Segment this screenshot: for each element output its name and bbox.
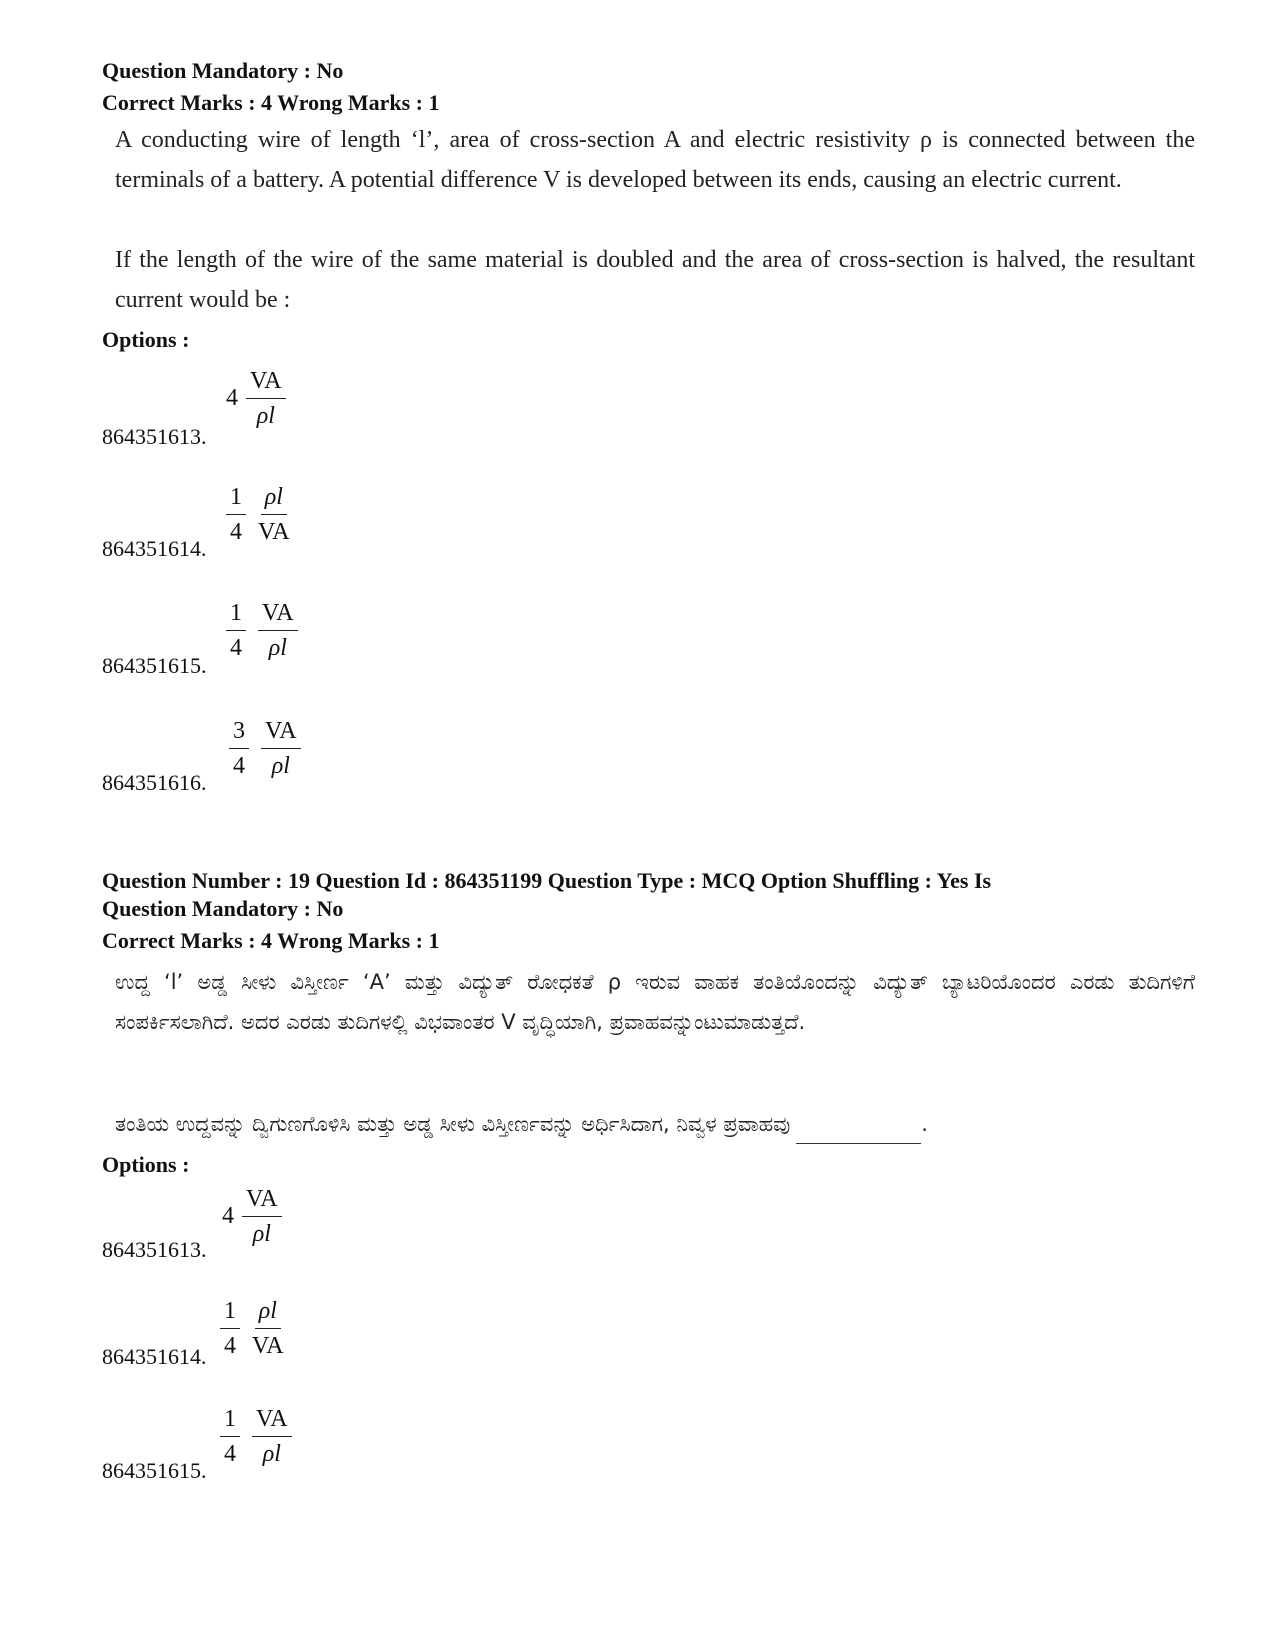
q19-option-1-formula (222, 1184, 288, 1249)
fraction-denominator: ρl (268, 635, 287, 661)
q18-question-text-1: A conducting wire of length ‘l’, area of cross-section A and electric resistivity ρ is connected between the terminals of a battery. A potential difference V is developed between its ends, causing an electric current. (115, 127, 1195, 193)
coefficient-fraction (229, 716, 249, 781)
q19-option-3-formula (214, 1404, 298, 1469)
fraction-numerator: 3 (229, 716, 249, 749)
fraction-denominator: 4 (230, 519, 242, 545)
fraction-denominator: VA (258, 519, 290, 545)
q18-option-3-id: 864351615. (102, 653, 207, 678)
coefficient-fraction (220, 1404, 240, 1469)
fraction-numerator: 1 (226, 482, 246, 515)
fraction-numerator: VA (261, 716, 301, 749)
q18-option-4-formula (223, 716, 307, 781)
fraction-denominator: 4 (224, 1441, 236, 1467)
q19-question-text-1: ಉದ್ದ ‘l’ ಅಡ್ಡ ಸೀಳು ವಿಸ್ತೀರ್ಣ ‘A’ ಮತ್ತು ವಿದ್ಯುತ್ ರೋಧಕತೆ ρ ಇರುವ ವಾಹಕ ತಂತಿಯೊಂದನ್ನು ವಿದ್ಯುತ್ ಬ್ಯಾಟರಿಯೊಂದರ ಎರಡು ತುದಿಗಳಿಗೆ ಸಂಪರ್ಕಿಸಲಾಗಿದೆ. ಅದರ ಎರಡು ತುದಿಗಳಲ್ಲಿ ವಿಭವಾಂತರ V ವೃದ್ಧಿಯಾಗಿ, ಪ್ರವಾಹವನ್ನುಂಟುಮಾಡುತ್ತದೆ. (115, 970, 1195, 1034)
answer-blank (796, 1121, 921, 1144)
q19-question-text-2-end: . (921, 1112, 928, 1136)
fraction-numerator: ρl (261, 482, 287, 515)
q18-question-text-2: If the length of the wire of the same material is doubled and the area of cross-section is halved, the resultant current would be : (115, 247, 1195, 313)
q19-question-text-2 (115, 1104, 1195, 1144)
formula-fraction (258, 598, 298, 663)
fraction-numerator: VA (258, 598, 298, 631)
fraction-numerator: VA (246, 366, 286, 399)
q19-options-label: Options : (102, 1152, 190, 1177)
fraction-numerator: VA (252, 1404, 292, 1437)
q18-marks: Correct Marks : 4 Wrong Marks : 1 (102, 90, 440, 115)
fraction-denominator: 4 (230, 635, 242, 661)
fraction-numerator: 1 (220, 1296, 240, 1329)
q18-option-2-formula (220, 482, 296, 547)
fraction-numerator: 1 (220, 1404, 240, 1437)
fraction-denominator: VA (252, 1333, 284, 1359)
formula-coefficient: 4 (222, 1203, 234, 1229)
formula-fraction (252, 1296, 284, 1361)
q18-options-label: Options : (102, 327, 190, 352)
q18-option-3-formula (220, 598, 304, 663)
q19-mandatory: Question Mandatory : No (102, 896, 344, 921)
fraction-denominator: 4 (233, 753, 245, 779)
q19-question-text-2-main: ತಂತಿಯ ಉದ್ದವನ್ನು ದ್ವಿಗುಣಗೊಳಿಸಿ ಮತ್ತು ಅಡ್ಡ ಸೀಳು ವಿಸ್ತೀರ್ಣವನ್ನು ಅರ್ಧಿಸಿದಾಗ, ನಿವ್ವಳ ಪ್ರವಾಹವು (115, 1112, 791, 1136)
fraction-denominator: ρl (252, 1221, 271, 1247)
q19-marks: Correct Marks : 4 Wrong Marks : 1 (102, 928, 440, 953)
coefficient-fraction (226, 482, 246, 547)
q19-option-2-formula (214, 1296, 290, 1361)
formula-fraction (258, 482, 290, 547)
formula-fraction (242, 1184, 282, 1249)
q19-option-1-id: 864351613. (102, 1237, 207, 1262)
fraction-denominator: 4 (224, 1333, 236, 1359)
coefficient-fraction (220, 1296, 240, 1361)
fraction-denominator: ρl (256, 403, 275, 429)
fraction-denominator: ρl (262, 1441, 281, 1467)
fraction-numerator: VA (242, 1184, 282, 1217)
fraction-denominator: ρl (271, 753, 290, 779)
q18-option-4-id: 864351616. (102, 770, 207, 795)
coefficient-fraction (226, 598, 246, 663)
formula-fraction (261, 716, 301, 781)
q18-option-2-id: 864351614. (102, 536, 207, 561)
formula-fraction (246, 366, 286, 431)
q18-option-1-formula (226, 366, 292, 431)
fraction-numerator: 1 (226, 598, 246, 631)
q19-header: Question Number : 19 Question Id : 864351199 Question Type : MCQ Option Shuffling : Yes Is (102, 868, 992, 893)
q18-option-1-id: 864351613. (102, 424, 207, 449)
q19-option-2-id: 864351614. (102, 1344, 207, 1369)
q19-option-3-id: 864351615. (102, 1458, 207, 1483)
formula-coefficient: 4 (226, 385, 238, 411)
fraction-numerator: ρl (255, 1296, 281, 1329)
formula-fraction (252, 1404, 292, 1469)
q18-mandatory: Question Mandatory : No (102, 58, 344, 83)
